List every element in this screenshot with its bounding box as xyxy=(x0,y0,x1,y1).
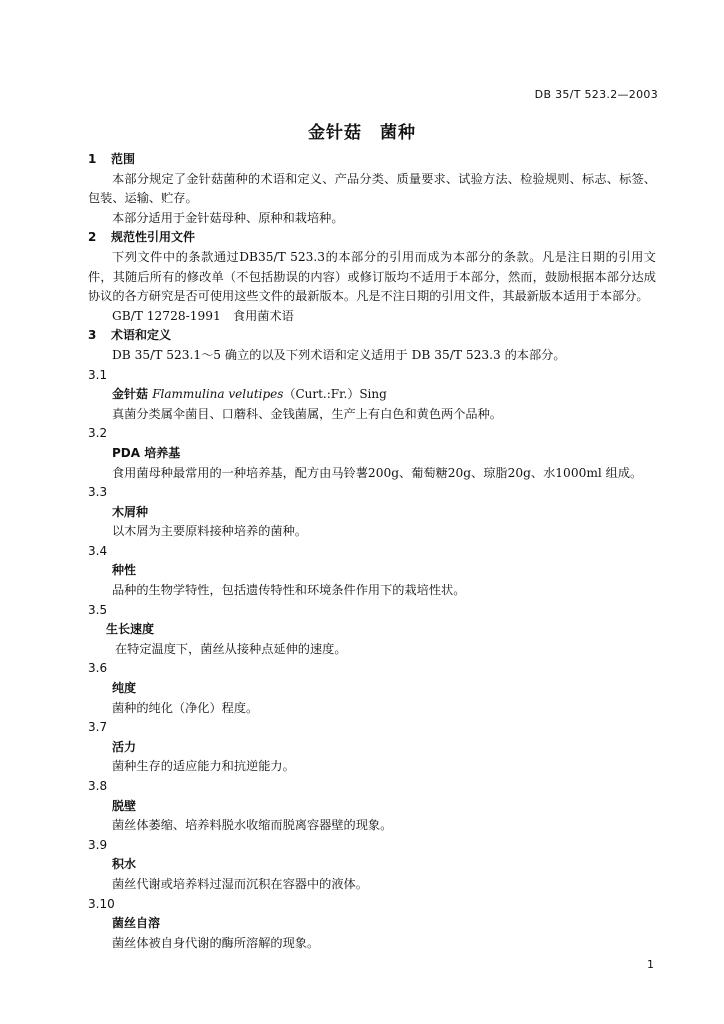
term-title: 木屑种 xyxy=(112,504,149,519)
section-title: 规范性引用文件 xyxy=(111,230,196,245)
term-definition: 菌种生存的适应能力和抗逆能力。 xyxy=(112,759,295,774)
page-number: 1 xyxy=(647,958,654,971)
term-definition: 菌丝代谢或培养料过湿而沉积在容器中的液体。 xyxy=(112,876,368,891)
term-definition: 菌种的纯化（净化）程度。 xyxy=(112,700,259,715)
term-definition: 真菌分类属伞菌目、口蘑科、金钱菌属，生产上有白色和黄色两个品种。 xyxy=(112,406,502,421)
term-author: （Curt.:Fr.）Sing xyxy=(283,387,387,402)
clause-number: 3.7 xyxy=(88,720,108,735)
section-title: 范围 xyxy=(111,152,136,166)
section-heading-normative-references xyxy=(88,228,656,248)
clause-number: 3.4 xyxy=(88,543,108,558)
paragraph: DB 35/T 523.1～5 确立的以及下列术语和定义适用于 DB 35/T 523.3 的本部分。 xyxy=(112,347,566,362)
term-title: 生长速度 xyxy=(106,622,155,637)
paragraph: 本部分规定了金针菇菌种的术语和定义、产品分类、质量要求、试验方法、检验规则、标志、标签、包装、运输、贮存。 xyxy=(88,171,656,206)
term-definition: 在特定温度下，菌丝从接种点延伸的速度。 xyxy=(115,641,347,656)
clause-number: 3.1 xyxy=(88,367,108,382)
term-definition: 品种的生物学特性，包括遗传特性和环境条件作用下的栽培性状。 xyxy=(112,583,466,598)
clause-number: 3.9 xyxy=(88,837,108,852)
term-title: PDA 培养基 xyxy=(112,445,181,460)
section-number: 2 xyxy=(88,230,97,245)
term-title: 菌丝自溶 xyxy=(112,916,161,931)
term-title: 脱壁 xyxy=(112,798,137,813)
clause-number: 3.10 xyxy=(88,896,115,911)
term-title: 积水 xyxy=(112,857,137,872)
section-title: 术语和定义 xyxy=(111,328,172,343)
term-definition: 菌丝体萎缩、培养料脱水收缩而脱离容器壁的现象。 xyxy=(112,818,393,833)
paragraph: 下列文件中的条款通过DB35/T 523.3的本部分的引用而成为本部分的条款。凡是注日期的引用文件，其随后所有的修改单（不包括勘误的内容）或修订版均不适用于本部分，然而，鼓励根据本部分达成协议的各方研究是否可使用这些文件的最新版本。凡是不注日期的引用文件，其最新版本适用于本部分。 xyxy=(88,249,656,304)
term-name: 金针菇 xyxy=(112,387,149,402)
clause-number: 3.3 xyxy=(88,485,108,500)
term-definition: 食用菌母种最常用的一种培养基，配方由马铃薯200g、葡萄糖20g、琼脂20g、水1000ml 组成。 xyxy=(112,465,643,480)
clause-number: 3.2 xyxy=(88,426,108,441)
term-title: 活力 xyxy=(112,739,137,754)
document-body xyxy=(88,150,656,953)
paragraph: 本部分适用于金针菇母种、原种和栽培种。 xyxy=(112,210,344,225)
clause-number: 3.8 xyxy=(88,779,108,793)
document-title: 金针菇 菌种 xyxy=(308,123,416,143)
standard-code: DB 35/T 523.2—2003 xyxy=(534,88,658,101)
section-heading-scope xyxy=(88,150,656,170)
term-definition: 以木屑为主要原料接种培养的菌种。 xyxy=(112,524,307,539)
term-latin-name: Flammulina velutipes xyxy=(152,387,284,402)
section-heading-terms-definitions xyxy=(88,326,656,346)
section-number: 3 xyxy=(88,328,97,343)
term-title: 纯度 xyxy=(112,681,137,696)
clause-number: 3.5 xyxy=(88,602,108,617)
term-title: 种性 xyxy=(112,563,137,578)
reference-entry: GB/T 12728-1991 食用菌术语 xyxy=(112,308,294,323)
clause-number: 3.6 xyxy=(88,661,108,676)
term-title xyxy=(88,385,656,405)
section-number: 1 xyxy=(88,152,97,166)
term-definition: 菌丝体被自身代谢的酶所溶解的现象。 xyxy=(112,935,320,950)
